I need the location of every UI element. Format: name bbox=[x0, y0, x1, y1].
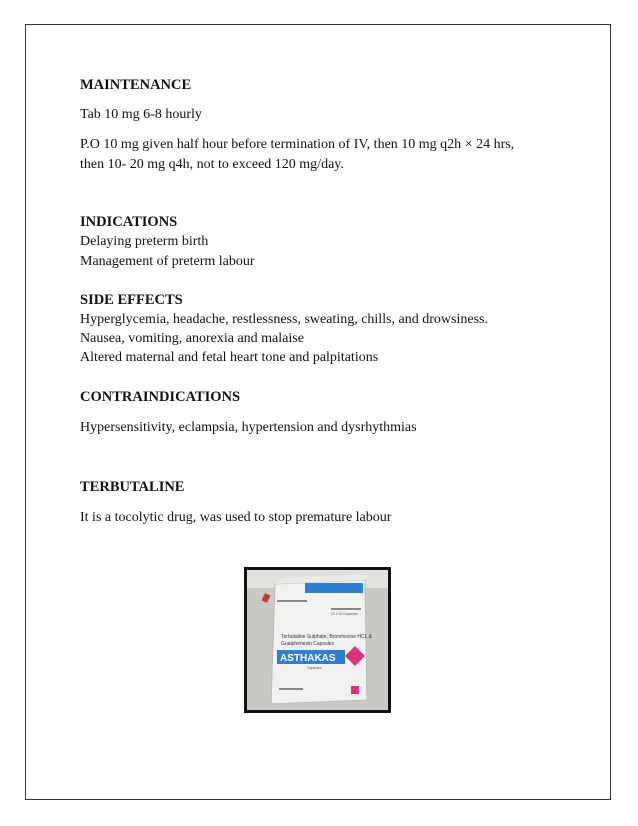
indications-item: Management of preterm labour bbox=[80, 254, 255, 269]
side-effects-item: Altered maternal and fetal heart tone and palpitations bbox=[80, 350, 379, 365]
terbutaline-heading: TERBUTALINE bbox=[80, 479, 185, 495]
contraindications-heading: CONTRAINDICATIONS bbox=[80, 389, 241, 405]
maintenance-heading: MAINTENANCE bbox=[80, 77, 192, 93]
product-pack-size: 10 x 10 Capsules bbox=[331, 612, 359, 616]
side-effects-heading: SIDE EFFECTS bbox=[80, 292, 183, 308]
product-composition-line-2: Guaiphenesin Capsules bbox=[281, 641, 335, 647]
indications-heading: INDICATIONS bbox=[80, 214, 178, 230]
medicine-box-illustration bbox=[247, 570, 388, 710]
contraindications-text: Hypersensitivity, eclampsia, hypertension and dysrhythmias bbox=[80, 420, 417, 435]
indications-item: Delaying preterm birth bbox=[80, 234, 209, 249]
maintenance-po-line-1: P.O 10 mg given half hour before termination of IV, then 10 mg q2h × 24 hrs, bbox=[80, 137, 515, 152]
terbutaline-text: It is a tocolytic drug, was used to stop premature labour bbox=[80, 510, 392, 525]
product-brand-sub: Capsules bbox=[307, 666, 322, 670]
product-composition-line-1: Terbutaline Sulphate, Bromhexine HCL & bbox=[281, 634, 372, 640]
product-photo bbox=[244, 567, 391, 713]
side-effects-item: Hyperglycemia, headache, restlessness, sweating, chills, and drowsiness. bbox=[80, 312, 488, 327]
product-brand-name: ASTHAKAS bbox=[280, 653, 336, 664]
maintenance-po-line-2: then 10- 20 mg q4h, not to exceed 120 mg/day. bbox=[80, 157, 344, 172]
maintenance-dose-line: Tab 10 mg 6-8 hourly bbox=[80, 107, 202, 122]
side-effects-item: Nausea, vomiting, anorexia and malaise bbox=[80, 331, 304, 346]
